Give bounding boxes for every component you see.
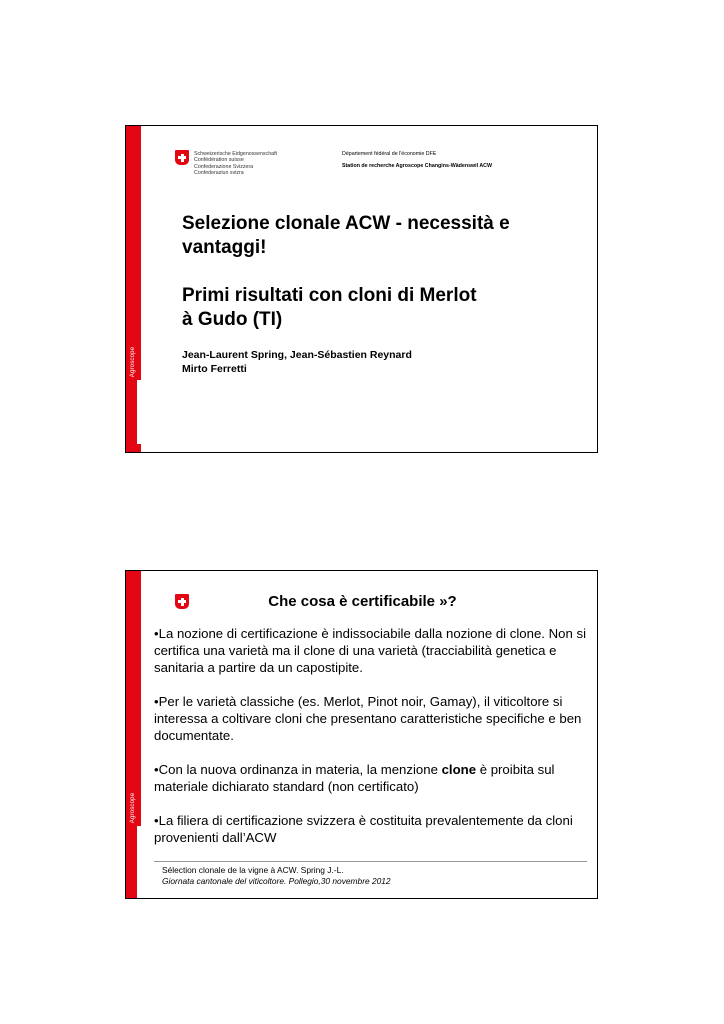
bullet-4: •La filiera di certificazione svizzera è costituita prevalentemente da cloni provenienti dall’ACW bbox=[154, 813, 573, 845]
slide-title: Che cosa è certificabile »? bbox=[268, 593, 457, 610]
sidebar-notch bbox=[137, 380, 141, 444]
station-name: Station de recherche Agroscope Changins-Wädenswil ACW bbox=[342, 163, 493, 170]
confederation-text: Schweizerische Eidgenossenschaft Confédération suisse Confederazione Svizzera Confederaziun svizra bbox=[194, 151, 278, 177]
footer-event: Giornata cantonale del viticoltore. Pollegio,30 novembre 2012 bbox=[162, 876, 391, 886]
department-info bbox=[342, 151, 492, 170]
sidebar-notch bbox=[137, 826, 141, 899]
slide-body bbox=[154, 625, 594, 863]
sidebar-label: Agroscope bbox=[130, 792, 136, 824]
slide-1 bbox=[125, 125, 598, 453]
authors: Jean-Laurent Spring, Jean-Sébastien Reynard Mirto Ferretti bbox=[182, 349, 412, 375]
footer-divider bbox=[154, 861, 587, 862]
department-name: Département fédéral de l'économie DFE bbox=[342, 151, 437, 157]
slide-2 bbox=[125, 570, 598, 899]
bullet-1: •La nozione di certificazione è indissociabile dalla nozione di clone. Non si certifica una varietà ma il clone di una varietà (tracciabilità genetica e sanitaria a partire da un capostipite. bbox=[154, 626, 587, 675]
sidebar-label: Agroscope bbox=[130, 346, 136, 378]
clone-keyword: clone bbox=[441, 762, 477, 777]
slide-footer bbox=[162, 865, 391, 887]
sidebar-red-bar bbox=[126, 126, 141, 452]
footer-reference: Sélection clonale de la vigne à ACW. Spring J.-L. bbox=[162, 865, 344, 875]
swiss-flag-icon bbox=[175, 150, 189, 165]
slide-subtitle: Primi risultati con cloni di Merlot à Gudo (TI) bbox=[182, 285, 477, 330]
slide-title: Selezione clonale ACW - necessità e vantaggi! bbox=[182, 213, 510, 258]
bullet-3: •Con la nuova ordinanza in materia, la menzione clone è proibita sul materiale dichiarato standard (non certificato) bbox=[154, 762, 555, 794]
sidebar-red-bar bbox=[126, 571, 141, 898]
bullet-2: •Per le varietà classiche (es. Merlot, Pinot noir, Gamay), il viticoltore si interessa a coltivare cloni che presentano caratteristiche specifiche e ben documentate. bbox=[154, 694, 582, 743]
